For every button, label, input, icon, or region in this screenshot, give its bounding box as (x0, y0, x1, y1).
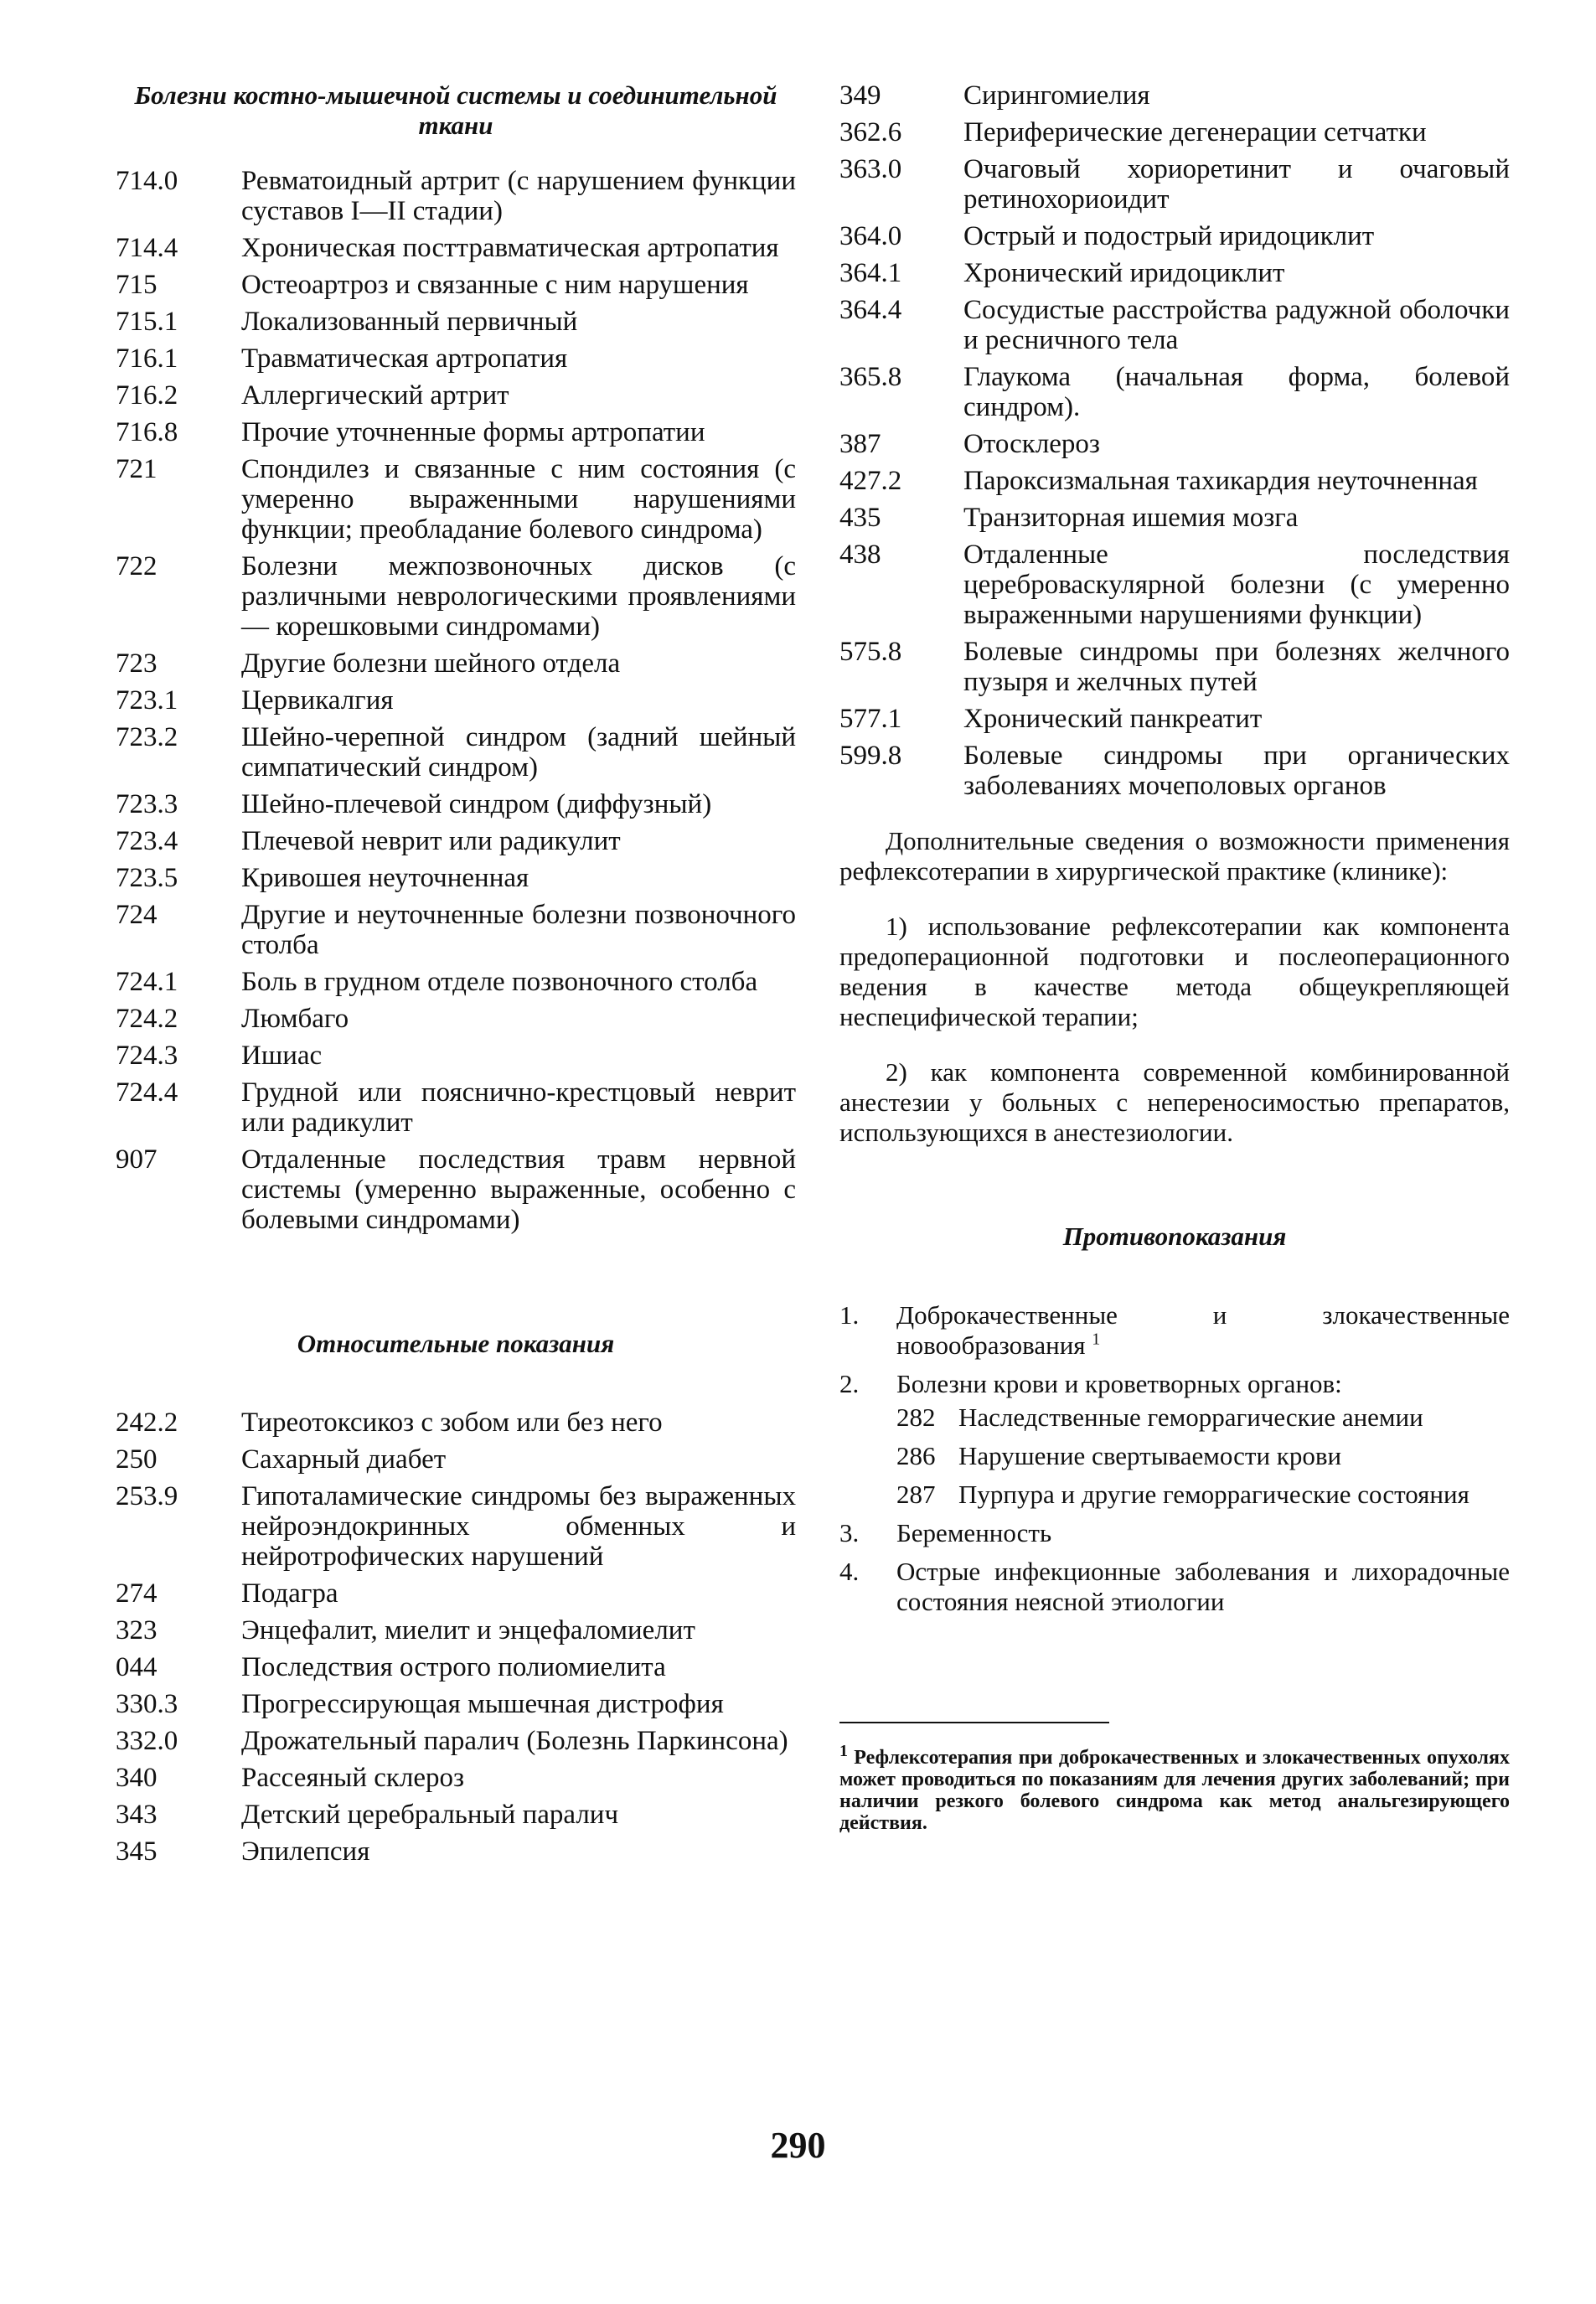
icd-code: 722 (116, 551, 158, 581)
diagnosis-text: Боль в грудном отделе позвоночного столба (241, 967, 758, 997)
icd-code: 716.2 (116, 380, 178, 411)
icd-code: 723.5 (116, 863, 178, 893)
icd-code: 349 (839, 80, 881, 111)
code-entry (839, 362, 1510, 422)
code-entry (116, 1578, 796, 1609)
code-entry (116, 1726, 796, 1756)
code-entry (116, 967, 796, 997)
code-entry (116, 1144, 796, 1235)
footnote-text: Рефлексотерапия при доброкачественных и злокачественных опухолях может проводиться по показаниям для лечения других заболеваний; при наличии резкого болевого синдрома как метод анальгезирующего действия. (839, 1747, 1511, 1834)
code-entry (116, 454, 796, 545)
icd-code: 387 (839, 429, 881, 459)
contra-item (839, 1300, 1510, 1361)
diagnosis-text: Ишиас (241, 1041, 323, 1071)
contra-number: 2. (839, 1369, 860, 1398)
diagnosis-text: Остеоартроз и связанные с ним нарушения (241, 270, 749, 300)
page-number: 290 (770, 2125, 826, 2166)
icd-code: 723.2 (116, 722, 178, 752)
icd-code: 575.8 (839, 637, 902, 667)
icd-code: 365.8 (839, 362, 902, 392)
diagnosis-text: Кривошея неуточненная (241, 863, 529, 893)
diagnosis-text: Отдаленные последствия цереброваскулярной болезни (с умеренно выраженными нарушениями функции) (963, 540, 1510, 630)
icd-code: 343 (116, 1800, 158, 1830)
code-entry (839, 741, 1510, 801)
icd-code: 723.3 (116, 789, 178, 819)
icd-code: 363.0 (839, 154, 902, 184)
icd-code: 716.1 (116, 344, 178, 374)
diagnosis-text: Глаукома (начальная форма, болевой синдром). (963, 362, 1510, 422)
contra-number: 4. (839, 1557, 860, 1586)
icd-code: 286 (896, 1441, 936, 1470)
icd-code: 287 (896, 1480, 936, 1509)
diagnosis-text: Грудной или пояснично-крестцовый неврит или радикулит (241, 1077, 796, 1138)
indication-list (116, 166, 796, 1235)
diagnosis-text: Пурпура и другие геморрагические состояния (958, 1480, 1469, 1509)
diagnosis-text: Энцефалит, миелит и энцефаломиелит (241, 1615, 695, 1645)
diagnosis-text: Рассеяный склероз (241, 1763, 465, 1793)
diagnosis-text: Цервикалгия (241, 685, 394, 715)
icd-code: 345 (116, 1836, 158, 1867)
footnote-mark: 1 (839, 1742, 848, 1760)
code-entry (116, 233, 796, 263)
icd-code: 364.1 (839, 258, 902, 288)
icd-code: 362.6 (839, 117, 902, 147)
icd-code: 723.1 (116, 685, 178, 715)
contra-text: Беременность (896, 1518, 1052, 1547)
diagnosis-text: Гипоталамические синдромы без выраженных нейроэндокринных обменных и нейротрофических нарушений (241, 1481, 796, 1572)
icd-code: 907 (116, 1144, 158, 1175)
contra-item (839, 1518, 1510, 1548)
diagnosis-text: Хроническая посттравматическая артропатия (241, 233, 779, 263)
diagnosis-text: Периферические дегенерации сетчатки (963, 117, 1427, 147)
contra-item (839, 1557, 1510, 1617)
code-entry (116, 307, 796, 337)
icd-code: 724.1 (116, 967, 178, 997)
code-entry (116, 1689, 796, 1719)
code-entry (116, 900, 796, 960)
icd-code: 723.4 (116, 826, 178, 856)
diagnosis-text: Болевые синдромы при болезнях желчного пузыря и желчных путей (963, 637, 1510, 697)
diagnosis-text: Шейно-плечевой синдром (диффузный) (241, 789, 712, 819)
extra-item-2: 2) как компонента современной комбинированной анестезии у больных с непереносимостью препаратов, использующихся в анестезиологии. (839, 1057, 1510, 1147)
code-entry (839, 540, 1510, 630)
code-entry (839, 154, 1510, 214)
code-entry (116, 1408, 796, 1438)
code-entry (116, 789, 796, 819)
code-entry (116, 1444, 796, 1475)
code-entry (116, 270, 796, 300)
code-entry (116, 648, 796, 679)
contra-subitem (896, 1403, 1510, 1433)
icd-code: 253.9 (116, 1481, 178, 1511)
extra-intro: Дополнительные сведения о возможности применения рефлексотерапии в хирургической практике (клинике): (839, 826, 1510, 886)
icd-code: 427.2 (839, 466, 902, 496)
contra-subitem (896, 1441, 1510, 1471)
icd-code: 323 (116, 1615, 158, 1645)
icd-code: 282 (896, 1403, 936, 1432)
diagnosis-text: Сахарный диабет (241, 1444, 447, 1475)
diagnosis-text: Прочие уточненные формы артропатии (241, 417, 705, 447)
diagnosis-text: Последствия острого полиомиелита (241, 1652, 666, 1682)
diagnosis-text: Пароксизмальная тахикардия неуточненная (963, 466, 1478, 496)
icd-code: 242.2 (116, 1408, 178, 1438)
code-entry (116, 863, 796, 893)
code-entry (116, 826, 796, 856)
code-entry (839, 117, 1510, 147)
contra-item (839, 1369, 1510, 1399)
icd-code: 435 (839, 503, 881, 533)
code-entry (116, 1077, 796, 1138)
diagnosis-text: Эпилепсия (241, 1836, 370, 1867)
code-entry (839, 466, 1510, 496)
code-entry (839, 429, 1510, 459)
contra-text: Болезни крови и кроветворных органов: (896, 1369, 1342, 1398)
diagnosis-text: Дрожательный паралич (Болезнь Паркинсона) (241, 1726, 788, 1756)
code-entry (116, 722, 796, 783)
diagnosis-text: Наследственные геморрагические анемии (958, 1403, 1423, 1432)
diagnosis-text: Хронический панкреатит (963, 704, 1263, 734)
icd-code: 599.8 (839, 741, 902, 771)
footnote-ref: 1 (1092, 1330, 1101, 1349)
icd-code: 724.2 (116, 1004, 178, 1034)
diagnosis-text: Другие болезни шейного отдела (241, 648, 621, 679)
code-entry (839, 295, 1510, 355)
icd-code: 332.0 (116, 1726, 178, 1756)
code-entry (116, 166, 796, 226)
code-entry (116, 1041, 796, 1071)
section-heading-relative: Относительные показания (297, 1329, 615, 1358)
diagnosis-text: Тиреотоксикоз с зобом или без него (241, 1408, 663, 1438)
diagnosis-text: Нарушение свертываемости крови (958, 1441, 1342, 1470)
diagnosis-text: Транзиторная ишемия мозга (963, 503, 1299, 533)
contra-number: 3. (839, 1518, 860, 1547)
code-entry (839, 503, 1510, 533)
code-entry (116, 1836, 796, 1867)
icd-code: 724.4 (116, 1077, 178, 1108)
icd-code: 721 (116, 454, 158, 484)
icd-code: 715 (116, 270, 158, 300)
section-heading-musculoskeletal: Болезни костно-мышечной системы и соединительной ткани (134, 80, 777, 140)
icd-code: 364.4 (839, 295, 902, 325)
code-entry (116, 417, 796, 447)
icd-code: 714.0 (116, 166, 178, 196)
diagnosis-text: Сосудистые расстройства радужной оболочки и ресничного тела (963, 295, 1510, 355)
icd-code: 044 (116, 1652, 158, 1682)
diagnosis-text: Ревматоидный артрит (с нарушением функции суставов I—II стадии) (241, 166, 796, 226)
code-entry (116, 1652, 796, 1682)
icd-code: 340 (116, 1763, 158, 1793)
diagnosis-text: Шейно-черепной синдром (задний шейный симпатический синдром) (241, 722, 796, 783)
diagnosis-text: Очаговый хориоретинит и очаговый ретинохориоидит (963, 154, 1510, 214)
icd-code: 330.3 (116, 1689, 178, 1719)
code-entry (116, 344, 796, 374)
code-entry (116, 1615, 796, 1645)
icd-code: 577.1 (839, 704, 902, 734)
code-entry (839, 221, 1510, 251)
icd-code: 724.3 (116, 1041, 178, 1071)
icd-code: 715.1 (116, 307, 178, 337)
diagnosis-text: Болезни межпозвоночных дисков (с различными неврологическими проявлениями — корешковыми синдромами) (241, 551, 796, 642)
diagnosis-text: Люмбаго (241, 1004, 349, 1034)
contra-number: 1. (839, 1300, 860, 1330)
code-entry (116, 1481, 796, 1572)
diagnosis-text: Подагра (241, 1578, 338, 1609)
code-entry (116, 1763, 796, 1793)
code-entry (116, 1004, 796, 1034)
code-entry (839, 258, 1510, 288)
diagnosis-text: Отдаленные последствия травм нервной системы (умеренно выраженные, особенно с болевыми синдромами) (241, 1144, 796, 1235)
code-entry (839, 637, 1510, 697)
icd-code: 723 (116, 648, 158, 679)
icd-code: 364.0 (839, 221, 902, 251)
section-heading-contraindications: Противопоказания (1062, 1222, 1287, 1251)
icd-code: 724 (116, 900, 158, 930)
contra-subitem (896, 1480, 1510, 1510)
extra-item-1: 1) использование рефлексотерапии как компонента предоперационной подготовки и послеоперационного ведения в качестве метода общеукрепляющей неспецифической терапии; (839, 912, 1510, 1031)
icd-code: 716.8 (116, 417, 178, 447)
contra-text: Доброкачественные и злокачественные новообразования (896, 1300, 1510, 1360)
footnote-divider (839, 1722, 1109, 1723)
diagnosis-text: Аллергический артрит (241, 380, 509, 411)
diagnosis-text: Острый и подострый иридоциклит (963, 221, 1375, 251)
indication-list-continued (839, 80, 1510, 801)
icd-code: 274 (116, 1578, 158, 1609)
code-entry (116, 551, 796, 642)
diagnosis-text: Локализованный первичный (241, 307, 578, 337)
code-entry (839, 80, 1510, 111)
diagnosis-text: Прогрессирующая мышечная дистрофия (241, 1689, 724, 1719)
right-column (839, 80, 1510, 1834)
icd-code: 714.4 (116, 233, 178, 263)
diagnosis-text: Травматическая артропатия (241, 344, 568, 374)
icd-code: 438 (839, 540, 881, 570)
code-entry (116, 1800, 796, 1830)
code-entry (116, 685, 796, 715)
relative-indication-list (116, 1408, 796, 1867)
diagnosis-text: Отосклероз (963, 429, 1100, 459)
diagnosis-text: Болевые синдромы при органических заболеваниях мочеполовых органов (963, 741, 1510, 801)
diagnosis-text: Хронический иридоциклит (963, 258, 1285, 288)
diagnosis-text: Спондилез и связанные с ним состояния (с умеренно выраженными нарушениями функции; преобладание болевого синдрома) (241, 454, 796, 545)
contra-sublist (839, 1403, 1510, 1510)
diagnosis-text: Сирингомиелия (963, 80, 1150, 111)
footnote (839, 1742, 1511, 1834)
diagnosis-text: Плечевой неврит или радикулит (241, 826, 621, 856)
code-entry (116, 380, 796, 411)
code-entry (839, 704, 1510, 734)
icd-code: 250 (116, 1444, 158, 1475)
diagnosis-text: Другие и неуточненные болезни позвоночного столба (241, 900, 796, 960)
left-column (116, 80, 796, 1873)
contra-text: Острые инфекционные заболевания и лихорадочные состояния неясной этиологии (896, 1557, 1510, 1616)
diagnosis-text: Детский церебральный паралич (241, 1800, 619, 1830)
